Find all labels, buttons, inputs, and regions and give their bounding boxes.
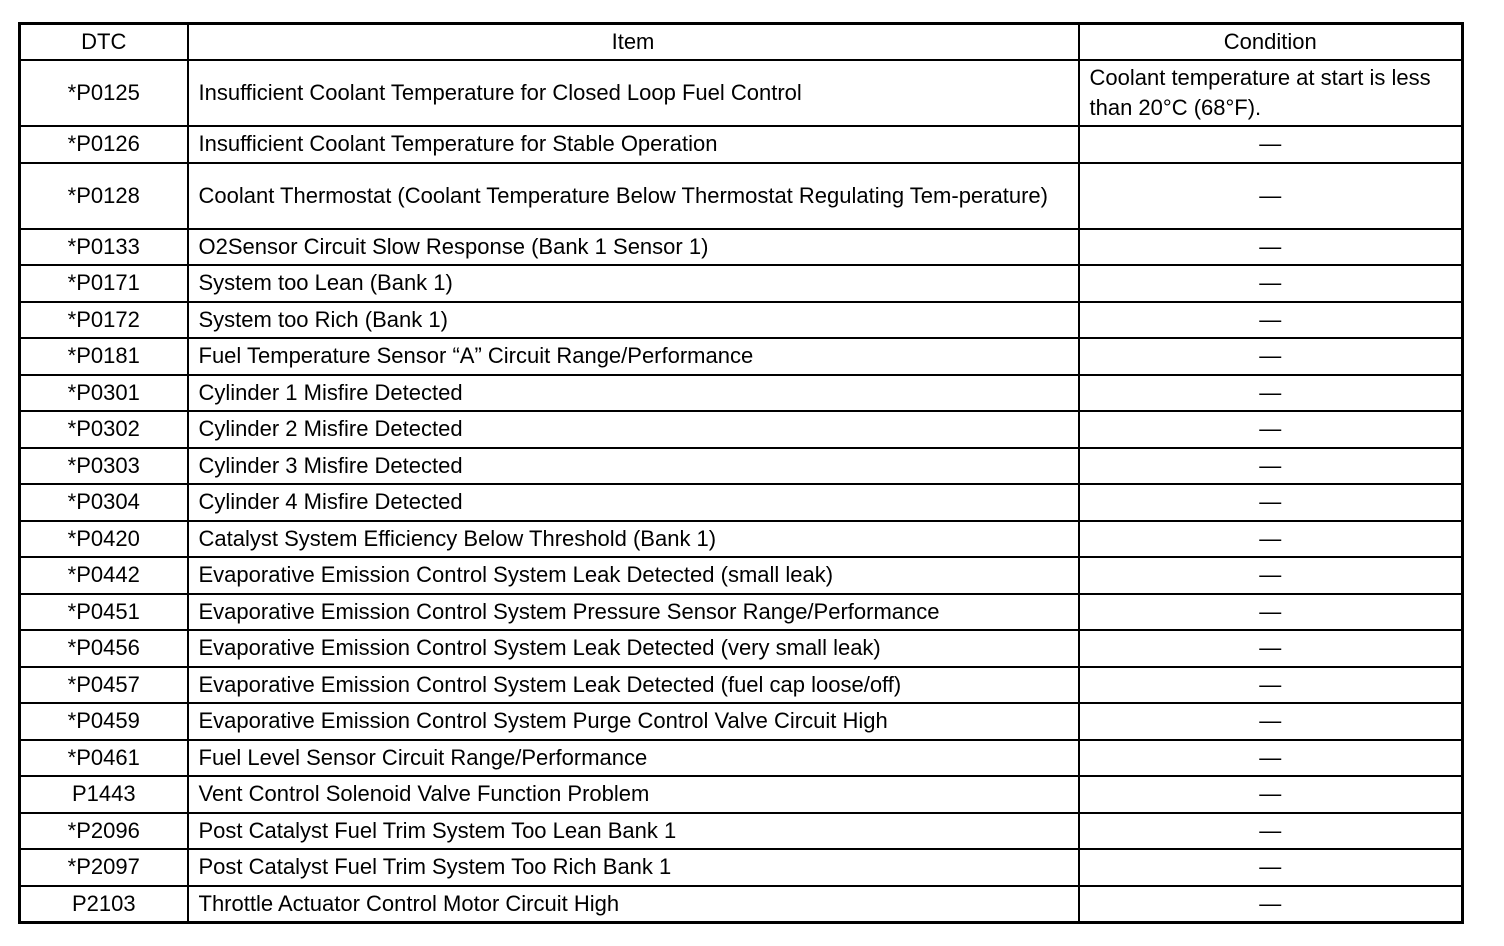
dtc-condition: Coolant temperature at start is less than 20°C (68°F). [1079,60,1463,126]
dtc-condition: — [1079,630,1463,667]
dtc-code: *P0181 [20,338,188,375]
dtc-item: O2Sensor Circuit Slow Response (Bank 1 Sensor 1) [188,229,1079,266]
dtc-condition: — [1079,557,1463,594]
dtc-code: *P0457 [20,667,188,704]
dtc-condition: — [1079,163,1463,229]
dtc-item: Evaporative Emission Control System Pressure Sensor Range/Performance [188,594,1079,631]
dtc-item: System too Rich (Bank 1) [188,302,1079,339]
dtc-item: Vent Control Solenoid Valve Function Problem [188,776,1079,813]
dtc-condition: — [1079,411,1463,448]
table-row [20,557,1463,594]
dtc-item: Post Catalyst Fuel Trim System Too Rich Bank 1 [188,849,1079,886]
dtc-code: *P0442 [20,557,188,594]
dtc-code: *P0420 [20,521,188,558]
table-row [20,338,1463,375]
dtc-item: Catalyst System Efficiency Below Threshold (Bank 1) [188,521,1079,558]
dtc-code: *P0172 [20,302,188,339]
dtc-item: Cylinder 2 Misfire Detected [188,411,1079,448]
table-row [20,484,1463,521]
dtc-item: Evaporative Emission Control System Leak Detected (very small leak) [188,630,1079,667]
dtc-code: *P0302 [20,411,188,448]
dtc-item: Post Catalyst Fuel Trim System Too Lean Bank 1 [188,813,1079,850]
table-row [20,886,1463,923]
dtc-code: *P0301 [20,375,188,412]
dtc-condition: — [1079,448,1463,485]
table-row [20,126,1463,163]
dtc-item: Evaporative Emission Control System Leak Detected (fuel cap loose/off) [188,667,1079,704]
dtc-condition: — [1079,594,1463,631]
dtc-condition: — [1079,265,1463,302]
dtc-condition: — [1079,484,1463,521]
dtc-code: *P2096 [20,813,188,850]
table-row [20,265,1463,302]
dtc-code: P2103 [20,886,188,923]
table-row [20,60,1463,126]
dtc-condition: — [1079,229,1463,266]
table-row [20,703,1463,740]
dtc-item: Fuel Temperature Sensor “A” Circuit Range/Performance [188,338,1079,375]
dtc-item: Coolant Thermostat (Coolant Temperature Below Thermostat Regulating Tem-perature) [188,163,1079,229]
dtc-condition: — [1079,703,1463,740]
dtc-item: Cylinder 4 Misfire Detected [188,484,1079,521]
header-condition: Condition [1079,24,1463,61]
dtc-condition: — [1079,813,1463,850]
dtc-item: Fuel Level Sensor Circuit Range/Performance [188,740,1079,777]
dtc-condition: — [1079,338,1463,375]
dtc-condition: — [1079,776,1463,813]
dtc-table [18,22,1464,924]
table-row [20,849,1463,886]
dtc-code: *P0125 [20,60,188,126]
dtc-condition: — [1079,302,1463,339]
table-row [20,630,1463,667]
dtc-code: *P0304 [20,484,188,521]
table-row [20,740,1463,777]
dtc-condition: — [1079,126,1463,163]
table-row [20,521,1463,558]
dtc-item: System too Lean (Bank 1) [188,265,1079,302]
header-item: Item [188,24,1079,61]
dtc-condition: — [1079,667,1463,704]
table-row [20,667,1463,704]
dtc-condition: — [1079,849,1463,886]
dtc-condition: — [1079,521,1463,558]
table-row [20,776,1463,813]
table-row [20,375,1463,412]
dtc-condition: — [1079,375,1463,412]
dtc-condition: — [1079,886,1463,923]
dtc-code: *P0171 [20,265,188,302]
dtc-item: Cylinder 1 Misfire Detected [188,375,1079,412]
dtc-item: Evaporative Emission Control System Purge Control Valve Circuit High [188,703,1079,740]
dtc-code: *P0126 [20,126,188,163]
table-row [20,448,1463,485]
dtc-code: *P2097 [20,849,188,886]
dtc-code: *P0128 [20,163,188,229]
dtc-item: Insufficient Coolant Temperature for Closed Loop Fuel Control [188,60,1079,126]
dtc-code: *P0133 [20,229,188,266]
table-row [20,302,1463,339]
table-row [20,594,1463,631]
dtc-item: Cylinder 3 Misfire Detected [188,448,1079,485]
dtc-code: *P0461 [20,740,188,777]
dtc-code: *P0451 [20,594,188,631]
dtc-code: *P0459 [20,703,188,740]
dtc-item: Throttle Actuator Control Motor Circuit High [188,886,1079,923]
table-row [20,813,1463,850]
table-row [20,163,1463,229]
table-row [20,411,1463,448]
dtc-item: Insufficient Coolant Temperature for Stable Operation [188,126,1079,163]
header-row [20,24,1463,61]
dtc-code: P1443 [20,776,188,813]
dtc-item: Evaporative Emission Control System Leak Detected (small leak) [188,557,1079,594]
header-dtc: DTC [20,24,188,61]
dtc-condition: — [1079,740,1463,777]
table-row [20,229,1463,266]
dtc-code: *P0303 [20,448,188,485]
dtc-code: *P0456 [20,630,188,667]
